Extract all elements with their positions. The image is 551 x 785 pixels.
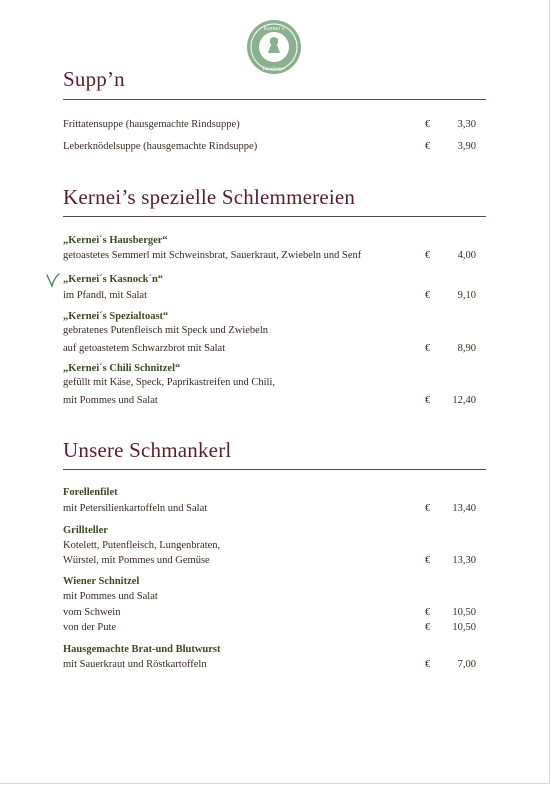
item-price: 13,30 [452,555,476,566]
item-name: „Kernei´s Spezialtoast“ [63,311,169,322]
item-description: mit Pommes und Salat [63,395,158,406]
currency-symbol: € [425,555,431,566]
item-description: vom Schwein [63,607,121,618]
section-title-schlemmereien: Kernei’s spezielle Schlemmereien [63,185,356,209]
item-description: mit Sauerkraut und Röstkartoffeln [63,659,207,670]
menu-item [63,118,476,132]
section-divider [63,469,486,470]
item-description: Kotelett, Putenfleisch, Lungenbraten, [63,540,221,551]
menu-item [63,342,476,356]
item-price: 3,30 [457,119,476,130]
item-name: Forellenfilet [63,487,118,498]
leaf-v-icon [45,272,61,288]
item-price: 8,90 [457,343,476,354]
menu-item [63,249,476,263]
item-price: 10,50 [452,607,476,618]
item-price: 10,50 [452,622,476,633]
section-divider [63,216,486,217]
item-description: gefüllt mit Käse, Speck, Paprikastreifen und Chili, [63,377,275,388]
currency-symbol: € [425,119,431,130]
item-description: gebratenes Putenfleisch mit Speck und Zwiebeln [63,325,268,336]
currency-symbol: € [425,343,431,354]
item-text: Leberknödelsuppe (hausgemachte Rindsuppe) [63,141,258,152]
item-description: getoastetes Semmerl mit Schweinsbrat, Sauerkraut, Zwiebeln und Senf [63,250,362,261]
item-description: mit Petersilienkartoffeln und Salat [63,503,208,514]
currency-symbol: € [425,607,431,618]
item-description: von der Pute [63,622,117,633]
menu-item [63,394,476,408]
currency-symbol: € [425,250,431,261]
item-price: 3,90 [457,141,476,152]
item-price: 13,40 [452,503,476,514]
menu-item [63,606,476,620]
logo-text-top: Kernei´s [263,26,285,32]
menu-item [63,621,476,635]
item-description: auf getoastetem Schwarzbrot mit Salat [63,343,226,354]
item-name: Grillteller [63,525,108,536]
menu-item [63,289,476,303]
section-title-suppn: Supp’n [63,67,125,91]
currency-symbol: € [425,622,431,633]
currency-symbol: € [425,503,431,514]
item-description: mit Pommes und Salat [63,591,158,602]
item-name: Wiener Schnitzel [63,576,140,587]
section-title-schmankerl: Unsere Schmankerl [63,438,232,462]
item-price: 7,00 [457,659,476,670]
menu-item [63,658,476,672]
item-price: 12,40 [452,395,476,406]
currency-symbol: € [425,290,431,301]
item-price: 9,10 [457,290,476,301]
item-name: „Kernei´s Hausberger“ [63,235,168,246]
currency-symbol: € [425,395,431,406]
currency-symbol: € [425,659,431,670]
item-name: „Kernei´s Chili Schnitzel“ [63,363,181,374]
item-name: Hausgemachte Brat-und Blutwurst [63,644,221,655]
logo-text-bottom: Hausberger [262,67,286,72]
menu-item [63,140,476,154]
item-description: im Pfandl, mit Salat [63,290,147,301]
menu-item [63,554,476,568]
item-description: Würstel, mit Pommes und Gemüse [63,555,210,566]
item-text: Frittatensuppe (hausgemachte Rindsuppe) [63,119,240,130]
section-divider [63,99,486,100]
item-name: „Kernei´s Kasnock´n“ [63,274,164,285]
restaurant-seal-icon [246,19,302,75]
menu-item [63,502,476,516]
currency-symbol: € [425,141,431,152]
item-price: 4,00 [457,250,476,261]
